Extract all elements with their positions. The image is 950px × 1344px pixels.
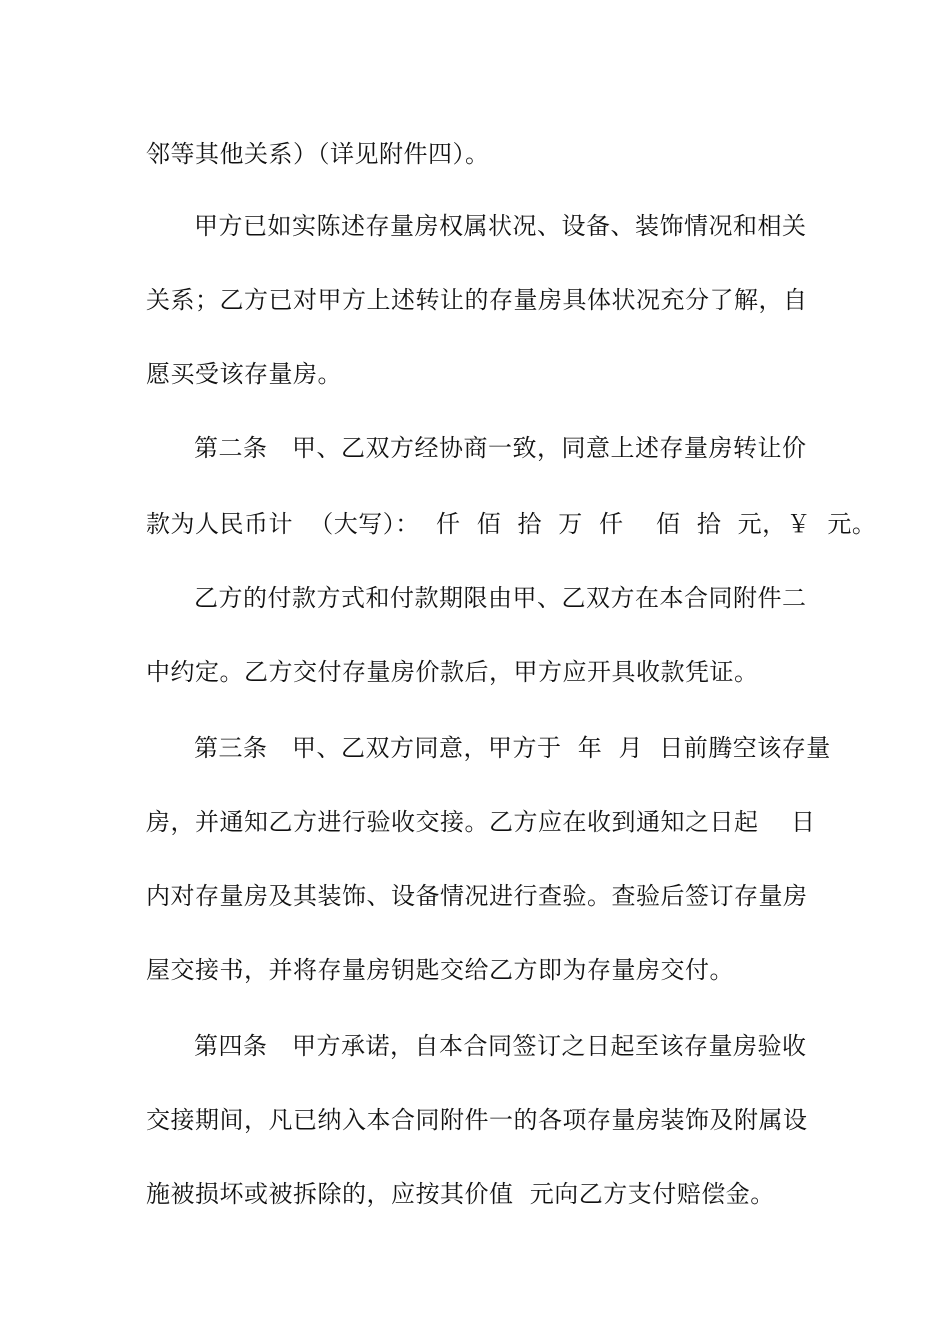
text-line: 屋交接书，并将存量房钥匙交给乙方即为存量房交付。 [146,956,734,984]
text-line: 邻等其他关系）（详见附件四）。 [146,140,490,168]
text-line: 乙方的付款方式和付款期限由甲、乙双方在本合同附件二 [194,584,807,612]
text-line: 施被损坏或被拆除的，应按其价值 元向乙方支付赔偿金。 [146,1180,775,1208]
text-line: 中约定。乙方交付存量房价款后，甲方应开具收款凭证。 [146,658,759,686]
text-line: 款为人民币计 （大写）： 仟 佰 拾 万 仟 佰 拾 元，￥ 元。 [146,510,877,538]
text-line: 第四条 甲方承诺，自本合同签订之日起至该存量房验收 [194,1032,807,1060]
text-line: 内对存量房及其装饰、设备情况进行查验。查验后签订存量房 [146,882,808,910]
text-line: 甲方已如实陈述存量房权属状况、设备、装饰情况和相关 [194,212,807,240]
text-line: 房，并通知乙方进行验收交接。乙方应在收到通知之日起 日 [146,808,816,836]
text-line: 第二条 甲、乙双方经协商一致，同意上述存量房转让价 [194,434,807,462]
text-line: 交接期间，凡已纳入本合同附件一的各项存量房装饰及附属设 [146,1106,808,1134]
text-line: 愿买受该存量房。 [146,360,342,388]
text-line: 关系；乙方已对甲方上述转让的存量房具体状况充分了解，自 [146,286,808,314]
text-line: 第三条 甲、乙双方同意，甲方于 年 月 日前腾空该存量 [194,734,831,762]
